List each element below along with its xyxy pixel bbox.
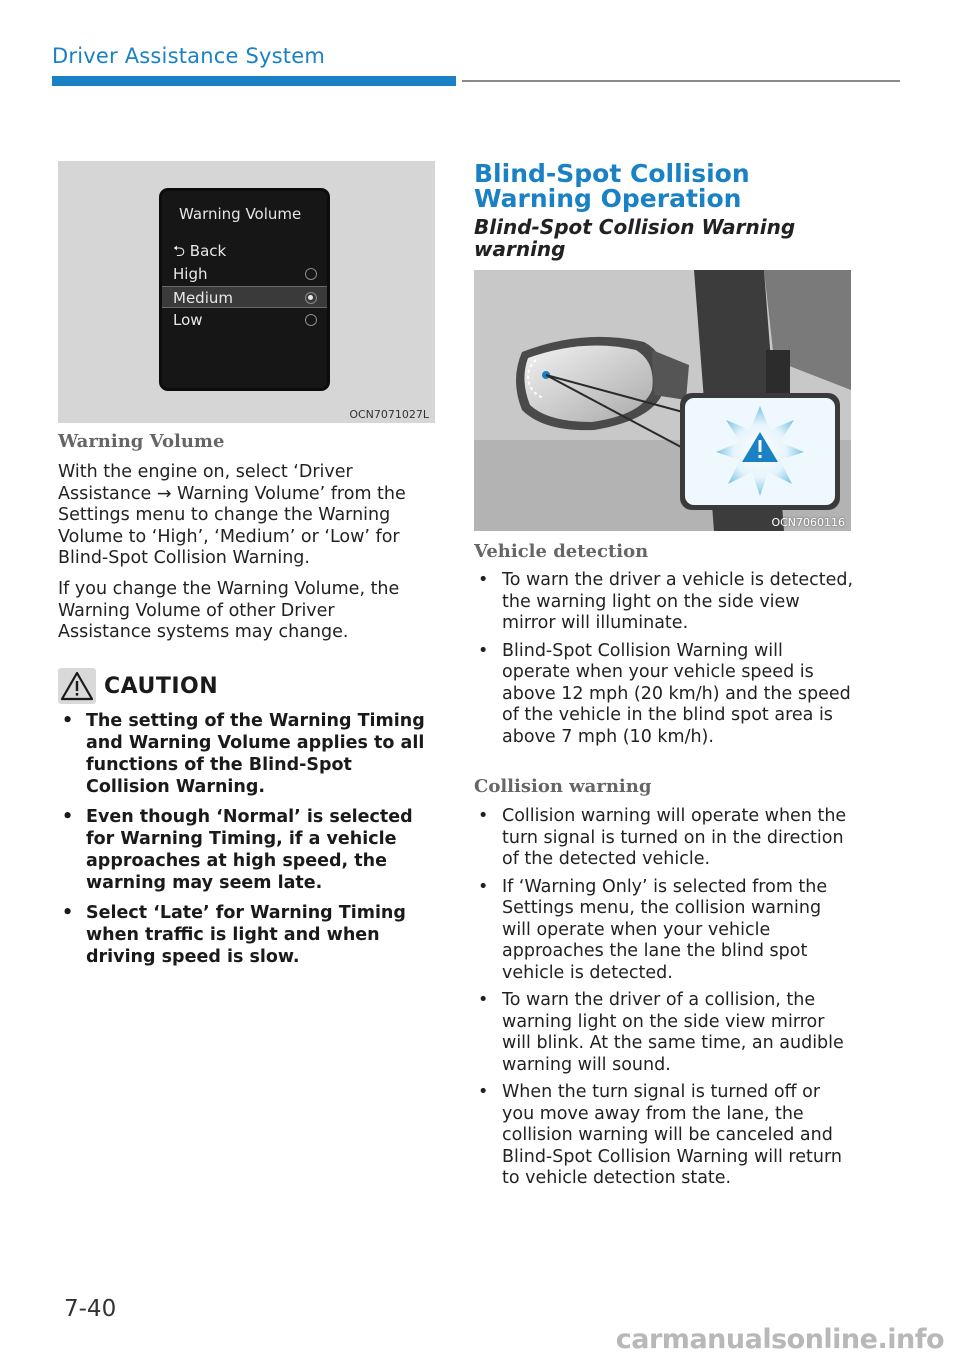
caution-item: • The setting of the Warning Timing and Warning Volume applies to all functions of the Blind-Spot Collision Warning. xyxy=(58,710,438,798)
menu-option-high xyxy=(162,263,327,285)
collision-warning-heading: Collision warning xyxy=(474,776,652,797)
figure-code: OCN7060116 xyxy=(771,516,845,529)
caution-item: • Select ‘Late’ for Warning Timing when traffic is light and when driving speed is slow. xyxy=(58,902,438,968)
back-label: Back xyxy=(189,242,227,260)
vehicle-detection-item: • To warn the driver a vehicle is detected, the warning light on the side view mirror will illuminate. xyxy=(474,570,854,635)
caution-item: • Even though ‘Normal’ is selected for Warning Timing, if a vehicle approaches at high speed, the warning may seem late. xyxy=(58,806,438,894)
header-divider xyxy=(462,80,900,82)
warning-volume-paragraph-1: With the engine on, select ‘Driver Assistance → Warning Volume’ from the Settings menu to change the Warning Volume to ‘High’, ‘Medium’ or ‘Low’ for Blind-Spot Collision Warning. xyxy=(58,462,406,568)
vehicle-detection-heading: Vehicle detection xyxy=(474,541,649,562)
caution-list xyxy=(58,710,438,976)
option-label: High xyxy=(173,265,208,283)
vehicle-detection-list xyxy=(474,570,854,754)
cluster-screen xyxy=(162,191,327,388)
side-mirror-warning-figure xyxy=(474,270,851,531)
caution-box xyxy=(58,668,438,704)
screen-title: Warning Volume xyxy=(179,205,302,223)
collision-warning-item: • To warn the driver of a collision, the warning light on the side view mirror will blink. At the same time, an audible warning will sound. xyxy=(474,990,854,1076)
warning-triangle-icon xyxy=(58,668,96,704)
collision-warning-item: • Collision warning will operate when the turn signal is turned on in the direction of the detected vehicle. xyxy=(474,806,854,871)
figure-code: OCN7071027L xyxy=(349,408,429,421)
radio-unchecked-icon xyxy=(305,268,317,280)
collision-warning-item: • When the turn signal is turned off or you move away from the lane, the collision warning will be canceled and Blind-Spot Collision Warning will return to vehicle detection state. xyxy=(474,1082,854,1190)
menu-option-medium xyxy=(162,286,327,308)
option-label: Low xyxy=(173,311,203,329)
operation-section-title: Blind-Spot Collision Warning Operation xyxy=(474,159,750,213)
back-arrow-icon: ⮌ xyxy=(173,242,190,260)
radio-checked-icon xyxy=(305,292,317,304)
warning-volume-figure xyxy=(58,161,435,423)
warning-volume-heading: Warning Volume xyxy=(58,431,225,452)
menu-back-row xyxy=(162,239,327,261)
operation-subtitle: Blind-Spot Collision Warning warning xyxy=(474,215,796,261)
menu-option-low xyxy=(162,309,327,331)
radio-unchecked-icon xyxy=(305,314,317,326)
section-header-title: Driver Assistance System xyxy=(52,44,325,68)
vehicle-detection-item: • Blind-Spot Collision Warning will operate when your vehicle speed is above 12 mph (20 km/h) and the speed of the vehicle in the blind spot area is above 7 mph (10 km/h). xyxy=(474,641,854,749)
collision-warning-item: • If ‘Warning Only’ is selected from the Settings menu, the collision warning will operate when your vehicle approaches the lane the blind spot vehicle is detected. xyxy=(474,877,854,985)
site-watermark: carmanualsonline.info xyxy=(615,1324,944,1355)
warning-volume-paragraph-2: If you change the Warning Volume, the Warning Volume of other Driver Assistance systems may change. xyxy=(58,579,400,642)
page-number: 7-40 xyxy=(64,1296,117,1322)
header-accent-bar xyxy=(52,76,456,86)
caution-title: CAUTION xyxy=(104,674,219,699)
collision-warning-list xyxy=(474,806,854,1196)
option-label: Medium xyxy=(173,289,233,307)
